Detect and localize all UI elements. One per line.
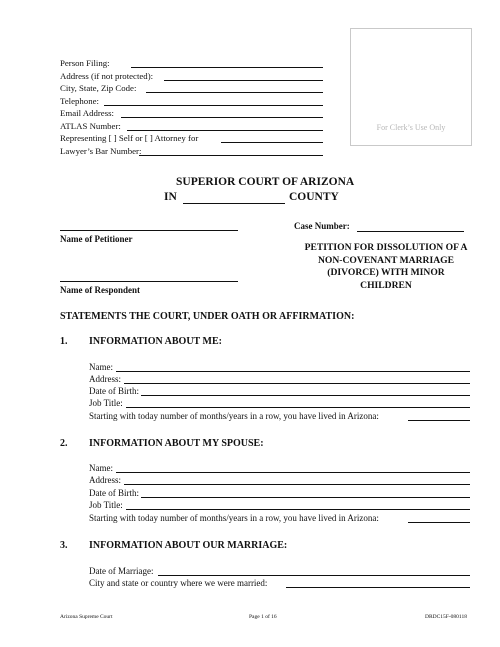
respondent-label: Name of Respondent xyxy=(60,285,140,295)
section-title-spouse: INFORMATION ABOUT MY SPOUSE: xyxy=(89,438,264,449)
filer-field-bar-number[interactable] xyxy=(139,155,323,156)
footer-page-number: Page 1 of 16 xyxy=(249,614,277,620)
section-title-me: INFORMATION ABOUT ME: xyxy=(89,336,222,347)
spouse-dob-field[interactable] xyxy=(141,497,470,498)
me-job-label: Job Title: xyxy=(89,398,123,408)
filer-field-telephone[interactable] xyxy=(104,105,323,106)
spouse-residency-field[interactable] xyxy=(408,522,470,523)
petition-title xyxy=(282,242,490,292)
filer-label-telephone: Telephone: xyxy=(60,95,99,106)
filer-label-representing: Representing [ ] Self or [ ] Attorney for xyxy=(60,133,199,143)
marriage-date-label: Date of Marriage: xyxy=(89,566,154,576)
spouse-residency-label: Starting with today number of months/years in a row, you have lived in Arizona: xyxy=(89,513,379,523)
me-name-label: Name: xyxy=(89,362,113,372)
marriage-place-field[interactable] xyxy=(286,587,470,588)
filer-field-person[interactable] xyxy=(131,67,323,68)
clerk-use-box xyxy=(350,28,472,146)
petition-title-line: PETITION FOR DISSOLUTION OF A xyxy=(304,242,468,253)
me-address-field[interactable] xyxy=(124,383,470,384)
filer-field-city[interactable] xyxy=(146,92,323,93)
footer-form-code: DRDC15F-080118 xyxy=(425,614,467,620)
filer-label-person: Person Filing: xyxy=(60,58,110,68)
court-in-label: IN xyxy=(164,191,177,203)
court-county-label: COUNTY xyxy=(289,191,339,203)
footer-left: Arizona Supreme Court xyxy=(60,614,113,620)
spouse-address-field[interactable] xyxy=(124,484,470,485)
spouse-name-field[interactable] xyxy=(116,472,470,473)
filer-label-city: City, State, Zip Code: xyxy=(60,83,137,93)
section-number: 1. xyxy=(60,336,68,347)
filer-label-atlas: ATLAS Number: xyxy=(60,120,121,131)
petition-title-line: CHILDREN xyxy=(360,279,412,291)
clerk-use-label: For Clerk’s Use Only xyxy=(376,123,446,132)
me-name-field[interactable] xyxy=(116,371,470,372)
filer-field-address[interactable] xyxy=(164,80,323,81)
case-number-field[interactable] xyxy=(357,231,464,232)
court-title: SUPERIOR COURT OF ARIZONA xyxy=(176,176,355,188)
marriage-place-label: City and state or country where we were married: xyxy=(89,578,268,588)
filer-field-email[interactable] xyxy=(121,117,323,118)
spouse-job-label: Job Title: xyxy=(89,500,123,510)
case-number-label: Case Number: xyxy=(294,221,350,231)
petitioner-name-field[interactable] xyxy=(60,230,238,231)
section-number: 3. xyxy=(60,540,68,551)
petition-title-line: (DIVORCE) WITH MINOR xyxy=(327,267,445,278)
me-residency-field[interactable] xyxy=(408,420,470,421)
filer-label-bar-number: Lawyer’s Bar Number: xyxy=(60,145,142,156)
me-dob-label: Date of Birth: xyxy=(89,386,139,396)
spouse-job-field[interactable] xyxy=(126,509,470,510)
petitioner-label: Name of Petitioner xyxy=(60,234,133,244)
spouse-dob-label: Date of Birth: xyxy=(89,488,139,498)
me-dob-field[interactable] xyxy=(141,395,470,396)
filer-field-representing[interactable] xyxy=(221,142,323,143)
filer-field-atlas[interactable] xyxy=(127,130,323,131)
filer-label-address: Address (if not protected): xyxy=(60,70,154,81)
filer-label-email: Email Address: xyxy=(60,108,114,118)
spouse-address-label: Address: xyxy=(89,475,121,485)
me-address-label: Address: xyxy=(89,374,121,384)
petition-title-line: NON-COVENANT MARRIAGE xyxy=(317,254,454,266)
spouse-name-label: Name: xyxy=(89,463,113,473)
section-number: 2. xyxy=(60,438,68,449)
me-residency-label: Starting with today number of months/years in a row, you have lived in Arizona: xyxy=(89,411,379,421)
me-job-field[interactable] xyxy=(126,407,470,408)
respondent-name-field[interactable] xyxy=(60,281,238,282)
statements-heading: STATEMENTS THE COURT, UNDER OATH OR AFFIRMATION: xyxy=(60,311,355,322)
county-name-field[interactable] xyxy=(183,203,285,204)
section-title-marriage: INFORMATION ABOUT OUR MARRIAGE: xyxy=(89,540,288,551)
marriage-date-field[interactable] xyxy=(158,575,470,576)
